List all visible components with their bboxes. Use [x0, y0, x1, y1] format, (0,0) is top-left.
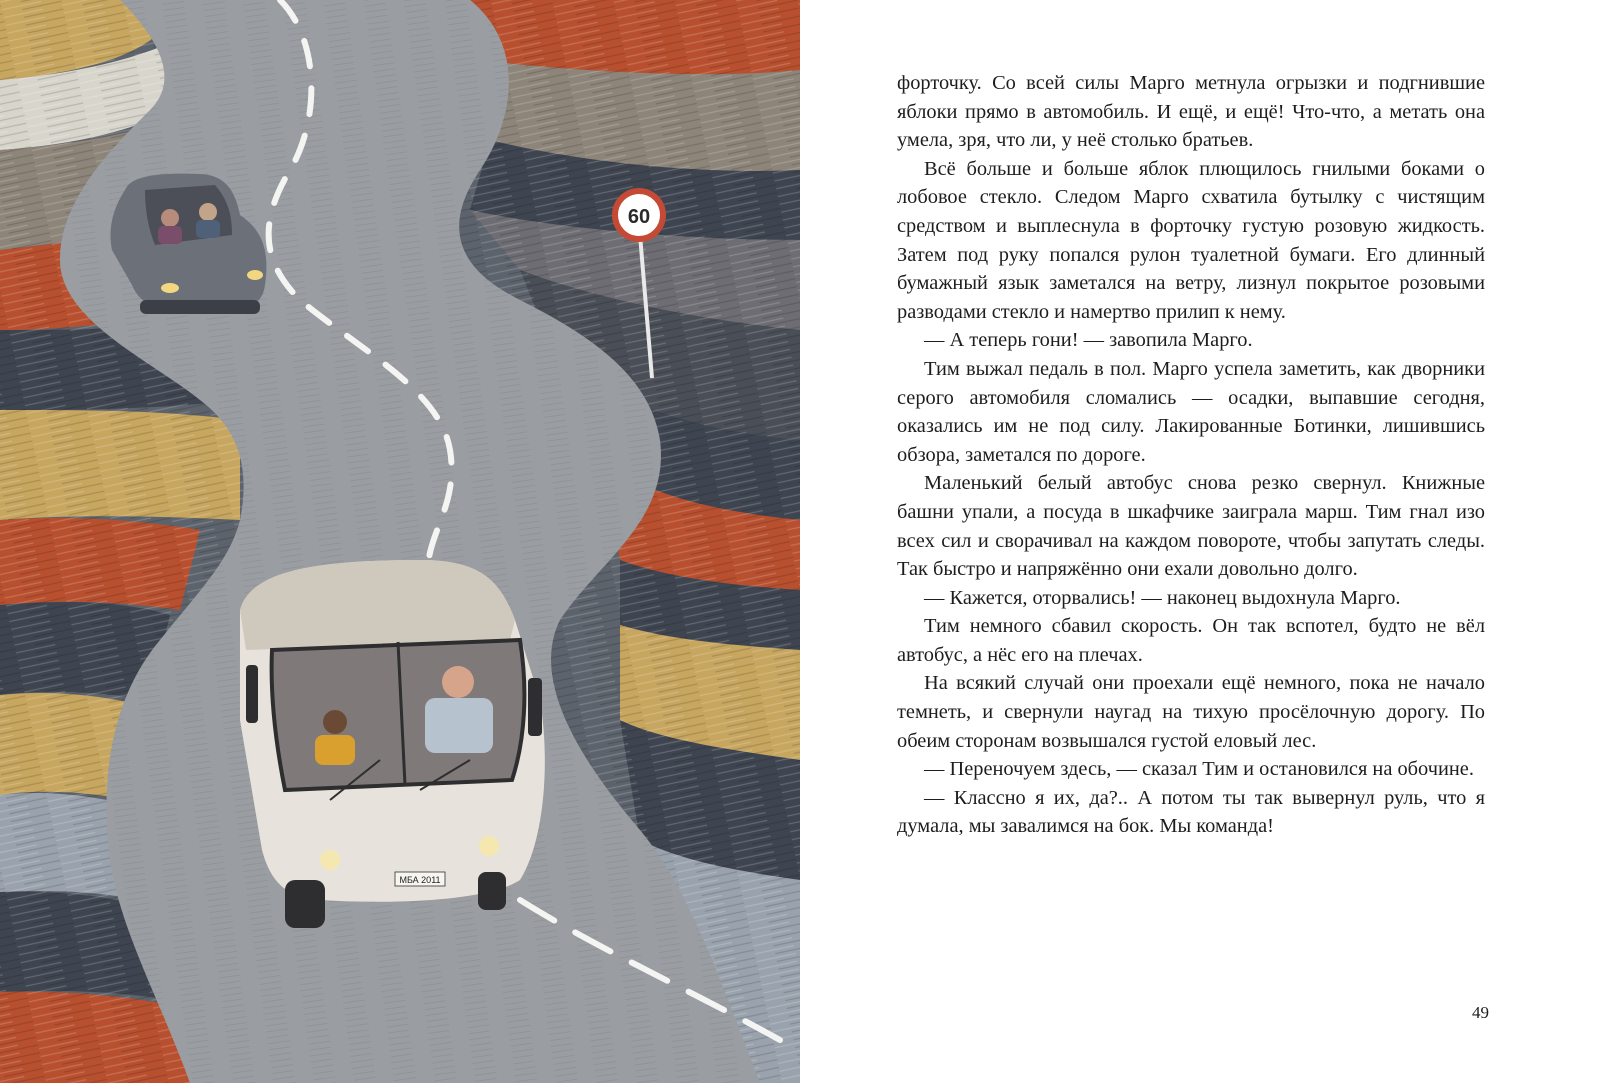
speed-sign-text: 60	[627, 206, 651, 228]
paragraph: На всякий случай они проехали ещё немного, пока не начало темнеть, и свернули наугад на тихую просёлочную дорогу. По обеим сторонам возвышался густой еловый лес.	[897, 672, 1485, 752]
paragraph: — А теперь гони! — завопила Марго.	[924, 329, 1253, 352]
bus-plate-text: МБА 2011	[399, 875, 441, 885]
paragraph: Всё больше и больше яблок плющилось гнилыми боками о лобовое стекло. Следом Марго схватила бутылку с чистящим средством и выплеснула в форточку густую розовую жидкость. Затем под руку попался рулон туалетной бумаги. Его длинный бумажный язык заметался на ветру, лизнул покрытое розовыми разводами стекло и намертво прилип к нему.	[897, 157, 1485, 323]
paragraph: Маленький белый автобус снова резко свернул. Книжные башни упали, а посуда в шкафчике заиграла марш. Тим гнал изо всех сил и сворачивал на каждом повороте, чтобы запутать следы. Так быстро и напряжённо они ехали довольно долго.	[897, 472, 1485, 581]
text-page	[800, 0, 1600, 1083]
bus-icon	[240, 560, 545, 928]
paragraph: — Классно я их, да?.. А потом ты так вывернул руль, что я думала, мы завалимся на бок. Мы команда!	[897, 786, 1485, 838]
paragraph: Тим немного сбавил скорость. Он так вспотел, будто не вёл автобус, а нёс его на плечах.	[897, 615, 1485, 666]
body-text	[897, 69, 1485, 841]
paragraph: Тим выжал педаль в пол. Марго успела заметить, как дворники серого автомобиля сломались — осадки, выпавшие сегодня, оказались им не под силу. Лакированные Ботинки, лишившись обзора, заметался по дороге.	[897, 357, 1485, 466]
paragraph: — Кажется, оторвались! — наконец выдохнула Марго.	[924, 586, 1401, 609]
paragraph: — Переночуем здесь, — сказал Тим и остановился на обочине.	[924, 758, 1474, 781]
page-number: 49	[1472, 1003, 1489, 1022]
paragraph: форточку. Со всей силы Марго метнула огрызки и подгнившие яблоки прямо в автомобиль. И ещё, и ещё! Что-что, а метать она умела, зря, что ли, у неё столько братьев.	[897, 72, 1485, 152]
